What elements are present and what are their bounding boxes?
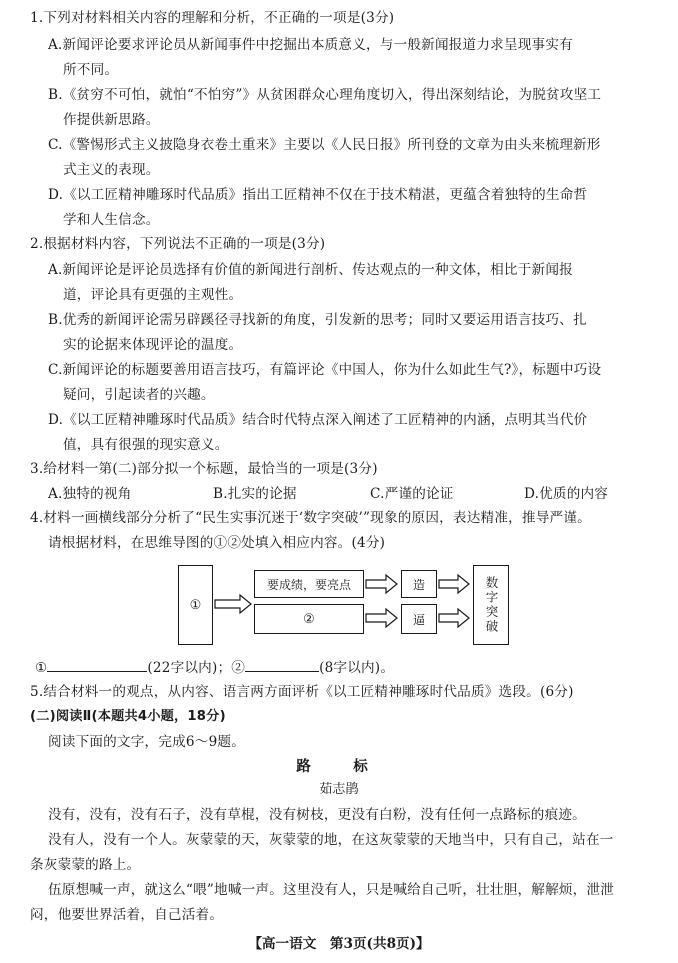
passage-paragraph-1: 没有，没有，没有石子，没有草棍，没有树枝，更没有白粉，没有任何一点路标的痕迹。 [48, 807, 586, 823]
q4-blank-2[interactable] [245, 657, 319, 672]
q1-option-c: C.《警惕形式主义披隐身衣卷土重来》主要以《人民日报》所刊登的文章为由头来梳理新形 [48, 137, 601, 153]
arrow-bottom-icon [366, 609, 397, 627]
q1-option-d-cont: 学和人生信念。 [63, 212, 160, 228]
q4-stem: 4.材料一画横线部分分析了“民生实事沉迷于‘数字突破’”现象的原因，表达精准，推导严谨。 [30, 510, 591, 526]
q2-option-a: A.新闻评论是评论员选择有价值的新闻进行剖析、传达观点的一种文体，相比于新闻报 [48, 262, 573, 278]
page-footer: 【高一语文 第3页(共8页)】 [248, 936, 430, 952]
mind-map-box-bottom: ② [254, 604, 364, 634]
arrow-zao-icon [439, 575, 469, 593]
q2-option-d: D.《以工匠精神雕琢时代品质》结合时代特点深入阐述了工匠精神的内涵，点明其当代价 [48, 412, 588, 428]
q4-answer-1-label: ① [35, 660, 48, 676]
section-intro: 阅读下面的文字，完成6～9题。 [48, 734, 246, 750]
q5-stem: 5.结合材料一的观点，从内容、语言两方面评析《以工匠精神雕琢时代品质》选段。(6分) [30, 684, 574, 700]
q2-option-d-cont: 值，具有很强的现实意义。 [63, 437, 229, 453]
q2-option-c-cont: 疑问，引起读者的兴趣。 [63, 387, 215, 403]
q2-option-b: B.优秀的新闻评论需另辟蹊径寻找新的角度，引发新的思考；同时又要运用语言技巧、扎 [48, 312, 587, 328]
q4-blank-1[interactable] [47, 657, 147, 672]
mind-map-box-1: ① [178, 565, 213, 645]
q1-option-c-cont: 式主义的表现。 [63, 162, 160, 178]
passage-author: 茹志鹃 [319, 782, 359, 797]
arrow-1-icon [215, 595, 251, 613]
q3-option-b: B.扎实的论据 [213, 486, 297, 502]
q2-option-a-cont: 道，评论具有更强的主观性。 [63, 287, 243, 303]
q4-answer-2-hint: (8字以内)。 [319, 660, 395, 676]
q3-option-a: A.独特的视角 [48, 486, 132, 502]
mind-map-box-bi: 逼 [401, 604, 437, 634]
mind-map-final-text: 数字突破 [484, 576, 499, 634]
q1-option-a: A.新闻评论要求评论员从新闻事件中挖掘出本质意义，与一般新闻报道力求呈现事实有 [48, 37, 573, 53]
q3-option-c: C.严谨的论证 [370, 486, 454, 502]
q1-option-d: D.《以工匠精神雕琢时代品质》指出工匠精神不仅在于技术精湛，更蕴含着独特的生命哲 [48, 187, 588, 203]
passage-paragraph-2-cont: 条灰蒙蒙的路上。 [30, 857, 141, 873]
q4-answer-line [35, 657, 394, 678]
q4-answer-1-hint: (22字以内)；② [147, 660, 246, 676]
q1-stem: 1.下列对材料相关内容的理解和分析，不正确的一项是(3分) [30, 10, 395, 26]
q4-stem-cont: 请根据材料，在思维导图的①②处填入相应内容。(4分) [48, 535, 386, 551]
q1-option-b: B.《贫穷不可怕，就怕“不怕穷”》从贫困群众心理角度切入，得出深刻结论，为脱贫攻坚工 [48, 87, 602, 103]
q3-stem: 3.给材料一第(二)部分拟一个标题，最恰当的一项是(3分) [30, 461, 378, 477]
mind-map-box-final [473, 565, 509, 645]
mind-map-box-top: 要成绩，要亮点 [254, 570, 364, 598]
passage-title: 路 标 [296, 758, 382, 775]
q3-option-d: D.优质的内容 [524, 486, 609, 502]
q2-stem: 2.根据材料内容，下列说法不正确的一项是(3分) [30, 236, 326, 252]
arrow-top-icon [366, 575, 397, 593]
passage-paragraph-3: 伍原想喊一声，就这么“喂”地喊一声。这里没有人，只是喊给自己听，壮壮胆，解解烦，泄泄 [48, 882, 615, 898]
section-heading: (二)阅读Ⅱ(本题共4小题，18分) [30, 709, 226, 724]
passage-paragraph-3-cont: 闷，他要世界活着，自己活着。 [30, 907, 224, 923]
mind-map-box-zao: 造 [401, 570, 437, 598]
passage-paragraph-2: 没有人，没有一个人。灰蒙蒙的天，灰蒙蒙的地，在这灰蒙蒙的天地当中，只有自己，站在一 [48, 832, 614, 848]
q1-option-a-cont: 所不同。 [63, 62, 119, 78]
q2-option-c: C.新闻评论的标题要善用语言技巧，有篇评论《中国人，你为什么如此生气?》，标题中巧设 [48, 362, 602, 378]
q2-option-b-cont: 实的论据来体现评论的温度。 [63, 337, 243, 353]
arrow-bi-icon [439, 609, 469, 627]
q1-option-b-cont: 作提供新思路。 [63, 112, 160, 128]
